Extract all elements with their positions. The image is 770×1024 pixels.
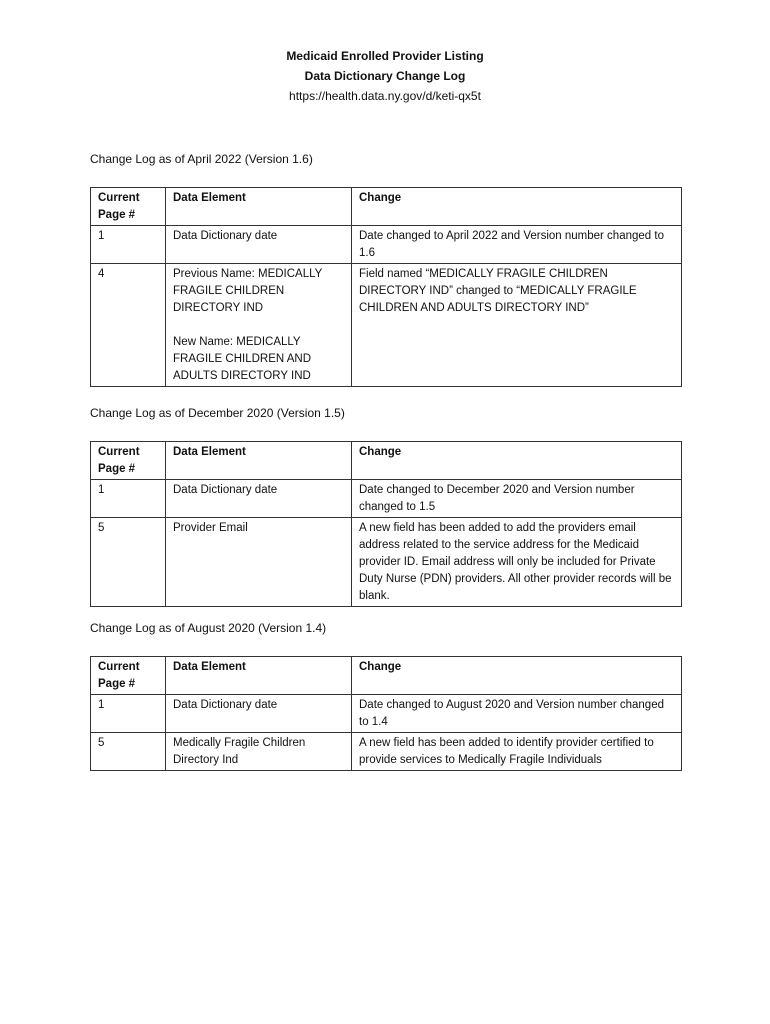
cell-page: 4	[91, 264, 166, 387]
cell-element: Data Dictionary date	[166, 695, 352, 733]
document-header	[0, 46, 770, 106]
cell-page: 5	[91, 733, 166, 771]
cell-change: Date changed to August 2020 and Version number changed to 1.4	[352, 695, 682, 733]
column-header-element: Data Element	[166, 188, 352, 226]
section-heading: Change Log as of April 2022 (Version 1.6)	[90, 152, 313, 166]
cell-change: Date changed to April 2022 and Version number changed to 1.6	[352, 226, 682, 264]
table-row	[91, 518, 682, 607]
column-header-page: Current Page #	[91, 442, 166, 480]
cell-change: A new field has been added to add the providers email address related to the service address for the Medicaid provider ID. Email address will only be included for Private Duty Nurse (PDN) providers. All other provider records will be blank.	[352, 518, 682, 607]
table-header-row	[91, 188, 682, 226]
table-header-row	[91, 442, 682, 480]
cell-change: Date changed to December 2020 and Version number changed to 1.5	[352, 480, 682, 518]
change-log-table	[90, 187, 682, 387]
column-header-change: Change	[352, 188, 682, 226]
change-log-table	[90, 441, 682, 607]
column-header-page: Current Page #	[91, 657, 166, 695]
table-header-row	[91, 657, 682, 695]
document-subtitle: Data Dictionary Change Log	[304, 69, 466, 83]
cell-element: Medically Fragile Children Directory Ind	[166, 733, 352, 771]
dataset-url: https://health.data.ny.gov/d/keti-qx5t	[289, 89, 481, 103]
table-row	[91, 480, 682, 518]
cell-element: Provider Email	[166, 518, 352, 607]
column-header-change: Change	[352, 442, 682, 480]
cell-element: Previous Name: MEDICALLY FRAGILE CHILDREN DIRECTORY IND New Name: MEDICALLY FRAGILE CHILDREN AND ADULTS DIRECTORY IND	[166, 264, 352, 387]
table-row	[91, 264, 682, 387]
change-log-table	[90, 656, 682, 771]
cell-element: Data Dictionary date	[166, 480, 352, 518]
cell-change: A new field has been added to identify provider certified to provide services to Medically Fragile Individuals	[352, 733, 682, 771]
cell-change: Field named “MEDICALLY FRAGILE CHILDREN DIRECTORY IND” changed to “MEDICALLY FRAGILE CHILDREN AND ADULTS DIRECTORY IND”	[352, 264, 682, 387]
section-heading: Change Log as of August 2020 (Version 1.4)	[90, 621, 327, 635]
column-header-change: Change	[352, 657, 682, 695]
section-heading: Change Log as of December 2020 (Version 1.5)	[90, 406, 345, 420]
column-header-page: Current Page #	[91, 188, 166, 226]
table-row	[91, 733, 682, 771]
table-row	[91, 695, 682, 733]
column-header-element: Data Element	[166, 442, 352, 480]
cell-page: 5	[91, 518, 166, 607]
cell-element: Data Dictionary date	[166, 226, 352, 264]
document-title: Medicaid Enrolled Provider Listing	[286, 49, 484, 63]
table-row	[91, 226, 682, 264]
cell-page: 1	[91, 226, 166, 264]
cell-page: 1	[91, 480, 166, 518]
cell-page: 1	[91, 695, 166, 733]
column-header-element: Data Element	[166, 657, 352, 695]
